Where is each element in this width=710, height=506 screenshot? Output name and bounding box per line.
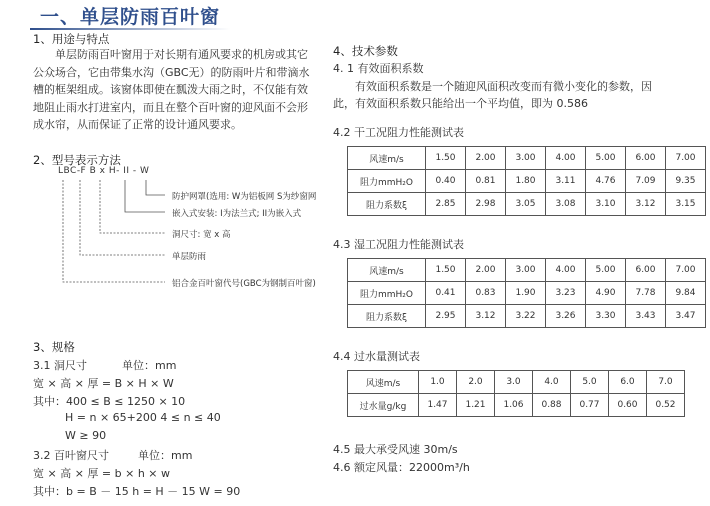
table-cell: 0.77 <box>571 394 609 417</box>
section-4-1-text-line-1: 有效面积系数是一个随迎风面积改变而有微小变化的参数，因 <box>355 80 652 93</box>
table-cell: 3.15 <box>666 193 706 216</box>
table-row <box>348 147 706 170</box>
table-cell: 2.00 <box>466 147 506 170</box>
table-cell: 5.00 <box>586 147 626 170</box>
max-wind-speed: 4.5 最大承受风速 30m/s <box>333 443 458 456</box>
spec-3-1-unit: 单位：mm <box>122 359 177 372</box>
table-cell: 4.0 <box>533 371 571 394</box>
table-cell: 3.0 <box>495 371 533 394</box>
table-cell: 3.26 <box>546 305 586 328</box>
legend-install: 嵌入式安装: I为法兰式; II为嵌入式 <box>172 209 302 219</box>
section-4-1-text-line-2: 此，有效面积系数只能给出一个平均值，即为 0.586 <box>333 97 588 110</box>
row-label: 阻力系数ξ <box>348 305 426 328</box>
rated-airflow: 4.6 额定风量：22000m³/h <box>333 461 470 474</box>
spec-3-1-formula: 宽 × 高 × 厚 = B × H × W <box>33 377 174 390</box>
table-cell: 2.98 <box>466 193 506 216</box>
table-cell: 0.88 <box>533 394 571 417</box>
row-label: 过水量g/kg <box>348 394 419 417</box>
page-title: 一、单层防雨百叶窗 <box>40 6 221 28</box>
table-wet-title: 4.3 湿工况阻力性能测试表 <box>333 238 464 251</box>
table-cell: 3.22 <box>506 305 546 328</box>
table-cell: 3.47 <box>666 305 706 328</box>
table-cell: 1.06 <box>495 394 533 417</box>
table-cell: 0.83 <box>466 282 506 305</box>
table-water-title: 4.4 过水量测试表 <box>333 350 420 363</box>
table-cell: 3.30 <box>586 305 626 328</box>
table-cell: 3.23 <box>546 282 586 305</box>
table-cell: 1.47 <box>419 394 457 417</box>
table-cell: 1.0 <box>419 371 457 394</box>
table-cell: 4.00 <box>546 259 586 282</box>
spec-3-2-condition: 其中：b = B － 15 h = H － 15 W = 90 <box>33 485 241 498</box>
table-cell: 0.40 <box>426 170 466 193</box>
row-label: 风速m/s <box>348 371 419 394</box>
table-cell: 3.12 <box>466 305 506 328</box>
table-cell: 9.35 <box>666 170 706 193</box>
legend-protection: 防护网罩(选用: W为铝板网 S为纱窗网 <box>172 192 317 202</box>
leader-line-opening-size <box>100 180 165 233</box>
table-cell: 7.78 <box>626 282 666 305</box>
table-cell: 1.50 <box>426 259 466 282</box>
table-cell: 2.95 <box>426 305 466 328</box>
table-row <box>348 170 706 193</box>
table-row <box>348 259 706 282</box>
legend-alloy-code: 铝合金百叶窗代号(GBC为钢制百叶窗) <box>172 279 316 289</box>
row-label: 风速m/s <box>348 147 426 170</box>
table-cell: 6.0 <box>609 371 647 394</box>
legend-opening-size: 洞尺寸: 宽 x 高 <box>172 230 231 240</box>
spec-3-2-formula: 宽 × 高 × 厚 = b × h × w <box>33 467 171 480</box>
spec-3-2-unit: 单位：mm <box>138 449 193 462</box>
table-row <box>348 193 706 216</box>
table-cell: 3.11 <box>546 170 586 193</box>
table-cell: 1.50 <box>426 147 466 170</box>
table-cell: 5.00 <box>586 259 626 282</box>
spec-3-1-condition-3: W ≥ 90 <box>65 429 107 442</box>
table-cell: 4.76 <box>586 170 626 193</box>
table-cell: 2.85 <box>426 193 466 216</box>
section-1-heading: 1、用途与特点 <box>33 32 110 46</box>
table-cell: 6.00 <box>626 259 666 282</box>
table-cell: 3.05 <box>506 193 546 216</box>
table-cell: 2.00 <box>466 259 506 282</box>
spec-3-1-condition-2: H = n × 65+200 4 ≤ n ≤ 40 <box>65 411 221 424</box>
table-cell: 7.00 <box>666 259 706 282</box>
table-row <box>348 371 685 394</box>
row-label: 风速m/s <box>348 259 426 282</box>
table-cell: 7.00 <box>666 147 706 170</box>
section-3-heading: 3、规格 <box>33 340 75 354</box>
table-cell: 0.41 <box>426 282 466 305</box>
table-cell: 3.08 <box>546 193 586 216</box>
table-dry-title: 4.2 干工况阻力性能测试表 <box>333 126 464 139</box>
table-cell: 3.00 <box>506 147 546 170</box>
table-cell: 0.52 <box>647 394 685 417</box>
wet-resistance-table <box>347 258 706 328</box>
table-row <box>348 394 685 417</box>
legend-single-layer: 单层防雨 <box>172 252 207 262</box>
table-cell: 1.90 <box>506 282 546 305</box>
table-cell: 3.00 <box>506 259 546 282</box>
leader-line-single-layer <box>80 180 165 255</box>
water-carryover-table <box>347 370 685 417</box>
model-code: LBC-F B x H- II - W <box>58 166 150 176</box>
leader-line-protection <box>146 180 165 195</box>
table-cell: 1.21 <box>457 394 495 417</box>
dry-resistance-table <box>347 146 706 216</box>
table-cell: 4.00 <box>546 147 586 170</box>
row-label: 阻力mmH₂O <box>348 282 426 305</box>
section-4-1-heading: 4. 1 有效面积系数 <box>333 62 424 75</box>
table-row <box>348 305 706 328</box>
table-cell: 2.0 <box>457 371 495 394</box>
table-cell: 1.80 <box>506 170 546 193</box>
section-4-heading: 4、技术参数 <box>333 44 398 58</box>
table-cell: 3.10 <box>586 193 626 216</box>
row-label: 阻力系数ξ <box>348 193 426 216</box>
table-cell: 0.81 <box>466 170 506 193</box>
table-cell: 9.84 <box>666 282 706 305</box>
table-cell: 7.0 <box>647 371 685 394</box>
table-cell: 6.00 <box>626 147 666 170</box>
spec-3-2-label: 3.2 百叶窗尺寸 <box>33 449 109 462</box>
table-cell: 3.43 <box>626 305 666 328</box>
table-cell: 3.12 <box>626 193 666 216</box>
spec-3-1-label: 3.1 洞尺寸 <box>33 359 87 372</box>
table-cell: 5.0 <box>571 371 609 394</box>
section-1-paragraph: 单层防雨百叶窗用于对长期有通风要求的机房或其它公众场合，它由带集水沟（GBC无）的防雨叶片和带滴水槽的框架组成。该窗体即使在瓢泼大雨之时，不仅能有效地阻止雨水打进室内，而且在整个百叶窗的迎风面不会形成水帘，从而保证了正常的设计通风要求。 <box>33 48 310 131</box>
table-row <box>348 282 706 305</box>
table-cell: 0.60 <box>609 394 647 417</box>
table-cell: 4.90 <box>586 282 626 305</box>
row-label: 阻力mmH₂O <box>348 170 426 193</box>
spec-3-1-condition-1: 其中：400 ≤ B ≤ 1250 × 10 <box>33 395 186 408</box>
leader-line-install <box>125 180 165 212</box>
table-cell: 7.09 <box>626 170 666 193</box>
section-2-heading: 2、型号表示方法 <box>33 153 121 167</box>
